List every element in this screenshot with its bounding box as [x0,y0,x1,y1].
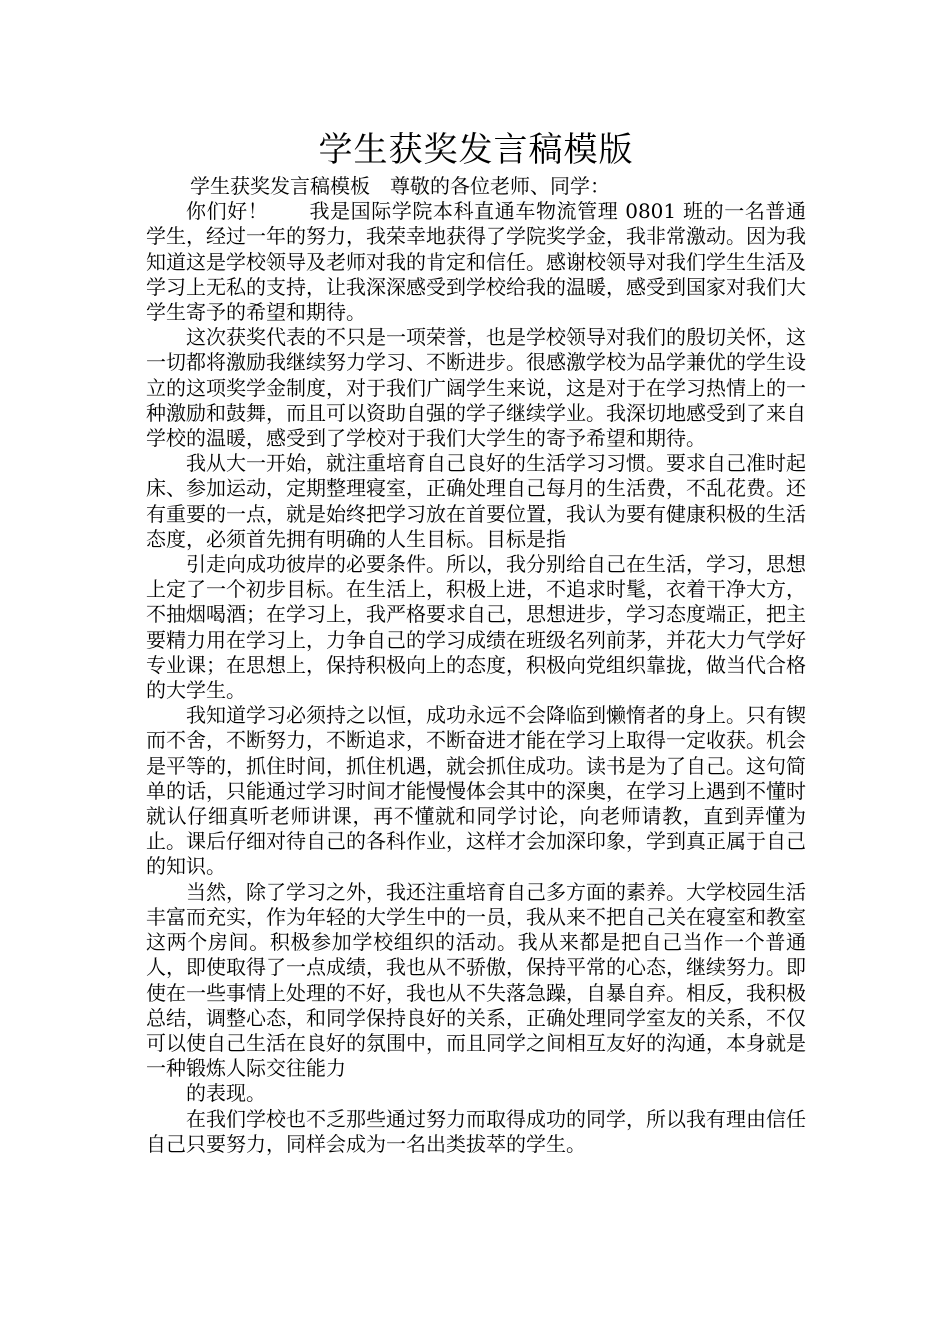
paragraph-7: 的表现。 [186,1081,266,1106]
paragraph-3: 我从大一开始，就注重培育自己良好的生活学习习惯。要求自己准时起床、参加运动，定期整理寝室，正确处理自己每月的生活费，不乱花费。还有重要的一点，就是始终把学习放在首要位置，我认为要有健康积极的生活态度，必须首先拥有明确的人生目标。目标是指 [146,451,806,551]
document-page [146,128,806,1157]
paragraph-1: 你们好！ 我是国际学院本科直通车物流管理 0801 班的一名普通学生，经过一年的努力，我荣幸地获得了学院奖学金，我非常激动。因为我知道这是学校领导及老师对我的肯定和信任。感谢校领导对我们学生生活及学习上无私的支持，让我深深感受到学校给我的温暖，感受到国家对我们大学生寄予的希望和期待。 [146,199,806,325]
paragraph-6: 当然，除了学习之外，我还注重培育自己多方面的素养。大学校园生活丰富而充实，作为年轻的大学生中的一员，我从来不把自己关在寝室和教室这两个房间。积极参加学校组织的活动。我从来都是把自己当作一个普通人，即使取得了一点成绩，我也从不骄傲，保持平常的心态，继续努力。即使在一些事情上处理的不好，我也从不失落急躁，自暴自弃。相反，我积极总结，调整心态，和同学保持良好的关系，正确处理同学室友的关系，不仅可以使自己生活在良好的氛围中，而且同学之间相互友好的沟通，本身就是一种锻炼人际交往能力 [146,879,806,1081]
paragraph-5: 我知道学习必须持之以恒，成功永远不会降临到懒惰者的身上。只有锲而不舍，不断努力，不断追求，不断奋进才能在学习上取得一定收获。机会是平等的，抓住时间，抓住机遇，就会抓住成功。读书是为了自己。这句简单的话，只能通过学习时间才能慢慢体会其中的深奥，在学习上遇到不懂时就认仔细真听老师讲课，再不懂就和同学讨论，向老师请教，直到弄懂为止。课后仔细对待自己的各科作业，这样才会加深印象，学到真正属于自己的知识。 [146,703,806,879]
paragraph-4: 引走向成功彼岸的必要条件。所以，我分别给自己在生活，学习，思想上定了一个初步目标。在生活上，积极上进，不追求时髦，衣着干净大方，不抽烟喝酒；在学习上，我严格要求自己，思想进步，学习态度端正，把主要精力用在学习上，力争自己的学习成绩在班级名列前茅，并花大力气学好专业课；在思想上，保持积极向上的态度，积极向党组织靠拢，做当代合格的大学生。 [146,552,806,703]
document-subtitle: 学生获奖发言稿模板 尊敬的各位老师、同学： [190,174,610,198]
document-title: 学生获奖发言稿模版 [318,130,634,170]
paragraph-8: 在我们学校也不乏那些通过努力而取得成功的同学，所以我有理由信任自己只要努力，同样会成为一名出类拔萃的学生。 [146,1106,806,1156]
paragraph-2: 这次获奖代表的不只是一项荣誉，也是学校领导对我们的殷切关怀，这一切都将激励我继续努力学习、不断进步。很感激学校为品学兼优的学生设立的这项奖学金制度，对于我们广阔学生来说，这是对于在学习热情上的一种激励和鼓舞，而且可以资助自强的学子继续学业。我深切地感受到了来自学校的温暖，感受到了学校对于我们大学生的寄予希望和期待。 [146,325,806,451]
